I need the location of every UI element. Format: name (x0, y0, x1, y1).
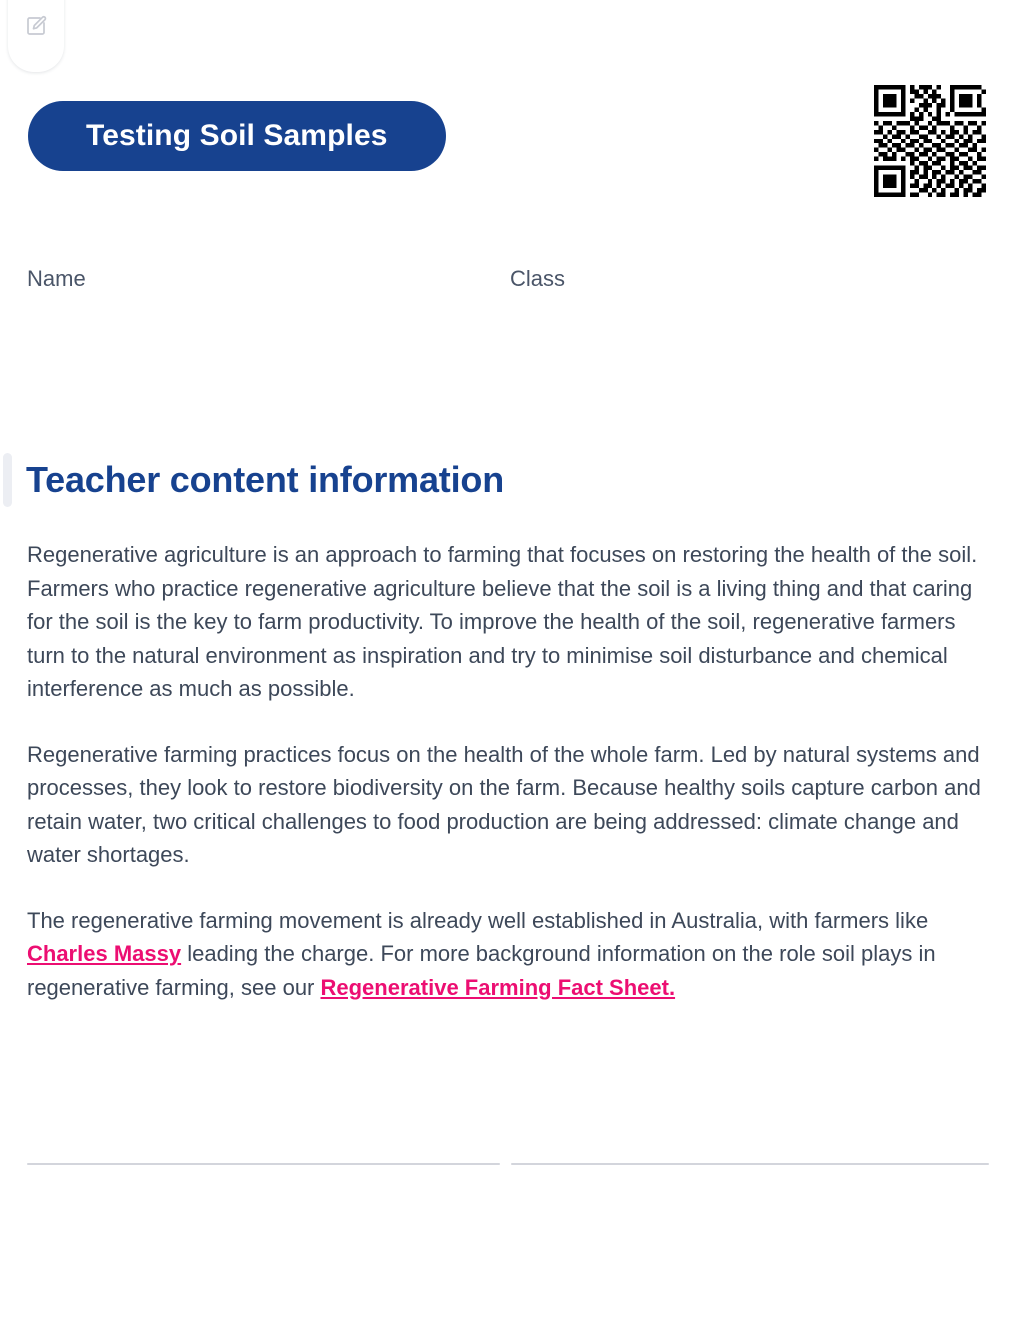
content-link[interactable]: Regenerative Farming Fact Sheet. (320, 974, 676, 1000)
edit-tab-button[interactable] (8, 0, 64, 72)
section-heading (0, 450, 1016, 510)
section-heading-text: Teacher content information (26, 459, 504, 500)
edit-square-pencil-icon (24, 14, 48, 38)
heading-accent-bar (3, 453, 12, 507)
document-title-pill (28, 101, 446, 171)
paragraph-text: Regenerative agriculture is an approach to farming that focuses on restoring the health of the soil. Farmers who practice regenerative agriculture believe that the soil is a living thing and that caring for the soil is the key to farm productivity. To improve the health of the soil, regenerative farmers turn to the natural environment as inspiration and try to minimise soil disturbance and chemical interference as much as possible. (27, 542, 978, 701)
page-title: Testing Soil Samples (86, 119, 388, 152)
name-field-label: Name (27, 266, 86, 291)
paragraph-text: The regenerative farming movement is already well established in Australia, with farmers like (27, 907, 929, 933)
teacher-content-body (27, 538, 989, 1004)
qr-code[interactable] (872, 85, 988, 197)
paragraph-text: leading the charge. For more background information on the role soil plays in regenerative farming, see our (27, 941, 936, 1000)
paragraph-text: Regenerative farming practices focus on the health of the whole farm. Led by natural systems and processes, they look to restore biodiversity on the farm. Because healthy soils capture carbon and retain water, two critical challenges to food production are being addressed: climate change and water shortages. (27, 741, 981, 867)
content-link[interactable]: Charles Massy (27, 941, 182, 966)
answer-line-left (27, 1163, 500, 1165)
paragraph (27, 904, 989, 1005)
class-field-label: Class (510, 266, 566, 291)
student-fields-row (0, 268, 1016, 302)
paragraph (27, 738, 989, 872)
paragraph (27, 538, 989, 706)
answer-line-right (511, 1163, 989, 1165)
qr-code-image (872, 85, 988, 197)
